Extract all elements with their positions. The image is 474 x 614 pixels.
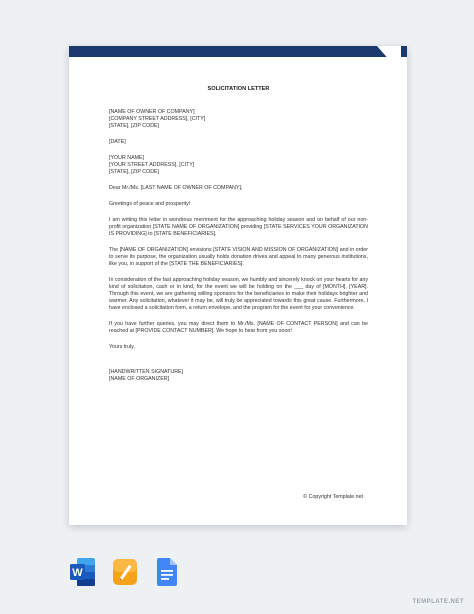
recipient-line: [YOUR STREET ADDRESS], [CITY]: [109, 162, 195, 168]
copyright-text: © Copyright Template.net: [303, 494, 363, 500]
greeting: Greetings of peace and prosperity!: [109, 201, 191, 207]
header-band-notch: [377, 46, 401, 57]
closing: Yours truly,: [109, 344, 135, 350]
header-band: [69, 46, 407, 57]
pages-icon[interactable]: [112, 557, 138, 587]
letter-page: [69, 46, 407, 525]
sender-line: [STATE], [ZIP CODE]: [109, 123, 160, 129]
sender-line: [NAME OF OWNER OF COMPANY]: [109, 109, 195, 115]
google-docs-icon[interactable]: [154, 557, 180, 587]
letter-title: SOLICITATION LETTER: [207, 86, 270, 92]
recipient-line: [YOUR NAME]: [109, 155, 145, 161]
word-icon[interactable]: [70, 557, 96, 587]
sender-line: [COMPANY STREET ADDRESS], [CITY]: [109, 116, 206, 122]
sender-address: [109, 109, 368, 130]
paragraph: In consideration of the fast approaching holiday season, we humbly and sincerely knock on your hearts for any kind of solicitation, cash or in kind, for the event we will be holding on the ___ day of [MONTH], [YEAR]. Through this event, we are gathering willing sponsors for the beneficiaries to make their holidays brighter and warmer. Any solicitation, whatever it may be, will truly be appreciated towards this great cause. Furthermore, I have enclosed a solicitation form, a return envelope, and the program for the event for your convenience.: [109, 277, 368, 311]
letter-body: [109, 86, 368, 383]
paragraph: If you have further queries, you may direct them to Mr./Ms. [NAME OF CONTACT PERSON] and can be reached at [PROVIDE CONTACT NUMBER]. We hope to hear from you soon!: [109, 321, 368, 334]
salutation: Dear Mr./Ms. [LAST NAME OF OWNER OF COMPANY],: [109, 185, 243, 191]
letter-date: [DATE]: [109, 139, 126, 145]
recipient-line: [STATE], [ZIP CODE]: [109, 169, 160, 175]
paragraph: The [NAME OF ORGANIZATION] envisions [STATE VISION AND MISSION OF ORGANIZATION] and in order to serve its purpose, the organization usually holds donation drives and appeal to many generous institutions, like you, in support of the [STATE THE BENEFICIARIES].: [109, 247, 368, 267]
signature-line: [NAME OF ORGANIZER]: [109, 376, 170, 382]
svg-text:W: W: [72, 567, 83, 579]
recipient-address: [109, 155, 368, 176]
signature-line: [HANDWRITTEN SIGNATURE]: [109, 369, 184, 375]
brand-watermark: TEMPLATE.NET: [412, 599, 464, 605]
signature-block: [109, 369, 368, 383]
paragraph: I am writing this letter in wondrous merriment for the approaching holiday season and on behalf of our non-profit organization [STATE NAME OF ORGANIZATION] providing [STATE SERVICES YOUR ORGANIZATION IS PROVIDING] to [STATE BENEFICIARIES].: [109, 217, 368, 237]
